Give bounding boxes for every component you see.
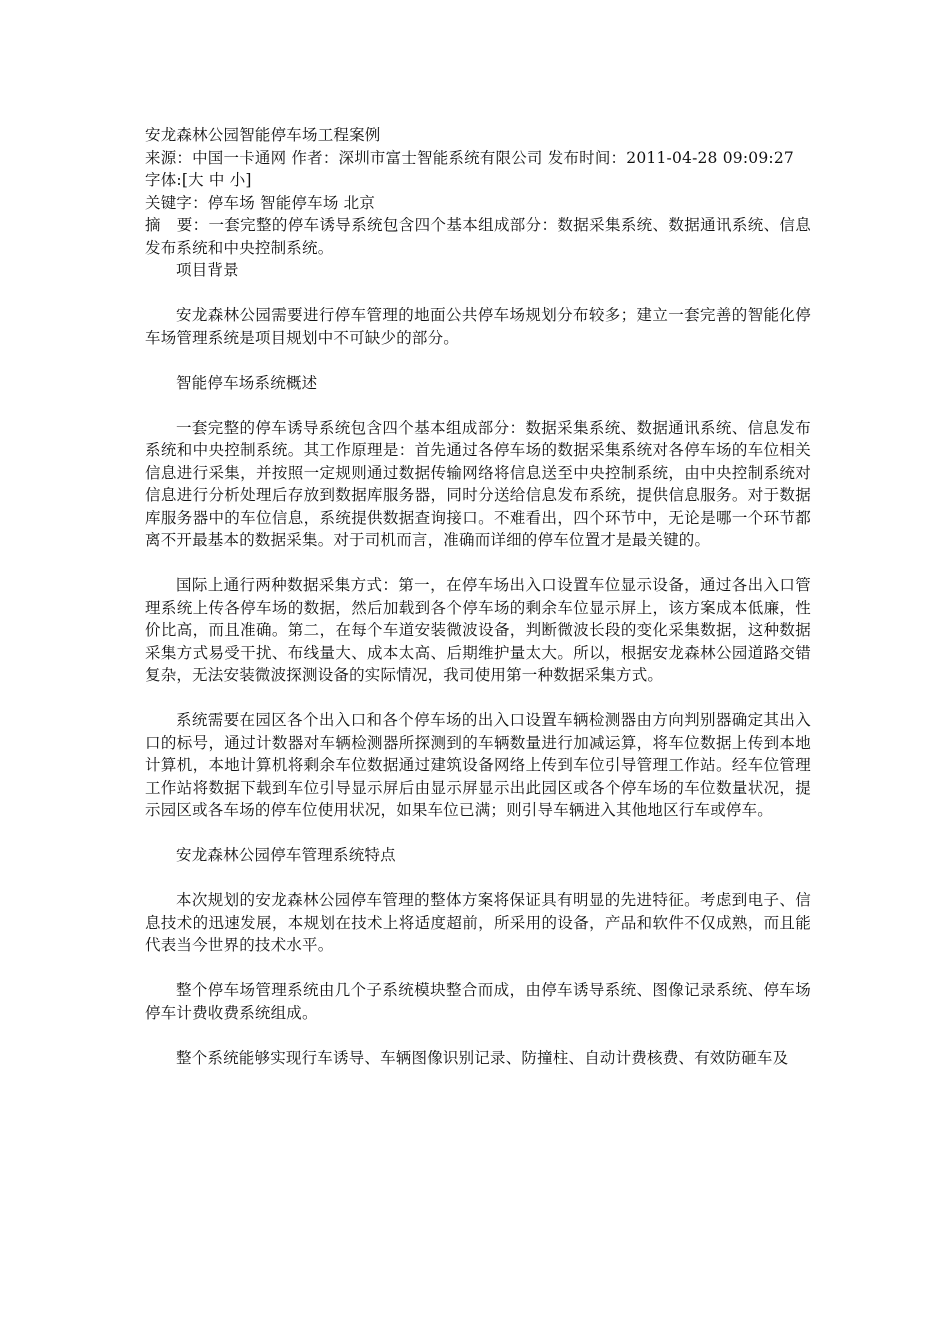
paragraph-features-3: 整个系统能够实现行车诱导、车辆图像识别记录、防撞柱、自动计费核费、有效防砸车及 — [176, 1048, 789, 1067]
paragraph-features-2: 整个停车场管理系统由几个子系统模块整合而成，由停车诱导系统、图像记录系统、停车场停车计费收费系统组成。 — [145, 981, 811, 1022]
paragraph-features-1: 本次规划的安龙森林公园停车管理的整体方案将保证具有明显的先进特征。考虑到电子、信息技术的迅速发展，本规划在技术上将适度超前，所采用的设备，产品和软件不仅成熟，而且能代表当今世界的技术水平。 — [145, 891, 811, 954]
article-keywords: 关键字：停车场 智能停车场 北京 — [145, 193, 376, 212]
spacer — [145, 867, 811, 890]
spacer — [145, 822, 811, 845]
article-meta: 来源：中国一卡通网 作者：深圳市富士智能系统有限公司 发布时间：2011-04-28 09:09:27 — [145, 148, 794, 167]
paragraph-background: 安龙森林公园需要进行停车管理的地面公共停车场规划分布较多；建立一套完善的智能化停车场管理系统是项目规划中不可缺少的部分。 — [145, 306, 811, 347]
paragraph-overview-3: 系统需要在园区各个出入口和各个停车场的出入口设置车辆检测器由方向判别器确定其出入口的标号，通过计数器对车辆检测器所探测到的车辆数量进行加减运算，将车位数据上传到本地计算机，本地计算机将剩余车位数据通过建筑设备网络上传到车位引导管理工作站。经车位管理工作站将数据下载到车位引导显示屏后由显示屏显示出此园区或各个停车场的车位数量状况，提示园区或各车场的停车位使用状况，如果车位已满；则引导车辆进入其他地区行车或停车。 — [145, 711, 811, 819]
spacer — [145, 687, 811, 710]
document-page — [145, 124, 811, 1069]
font-size-selector[interactable]: 字体:[大 中 小] — [145, 171, 252, 189]
section-heading-features: 安龙森林公园停车管理系统特点 — [176, 846, 396, 864]
spacer — [145, 394, 811, 417]
spacer — [145, 957, 811, 980]
paragraph-overview-1: 一套完整的停车诱导系统包含四个基本组成部分：数据采集系统、数据通讯系统、信息发布系统和中央控制系统。其工作原理是：首先通过各停车场的数据采集系统对各停车场的车位相关信息进行采集，并按照一定规则通过数据传输网络将信息送至中央控制系统，由中央控制系统对信息进行分析处理后存放到数据库服务器，同时分送给信息发布系统，提供信息服务。对于数据库服务器中的车位信息，系统提供数据查询接口。不难看出，四个环节中，无论是哪一个环节都离不开最基本的数据采集。对于司机而言，准确而详细的停车位置才是最关键的。 — [145, 418, 811, 549]
section-heading-overview: 智能停车场系统概述 — [176, 373, 318, 392]
spacer — [145, 552, 811, 575]
spacer — [145, 282, 811, 305]
spacer — [145, 1024, 811, 1047]
spacer — [145, 349, 811, 372]
article-title: 安龙森林公园智能停车场工程案例 — [145, 126, 381, 144]
paragraph-overview-2: 国际上通行两种数据采集方式：第一，在停车场出入口设置车位显示设备，通过各出入口管理系统上传各停车场的数据，然后加载到各个停车场的剩余车位显示屏上，该方案成本低廉，性价比高，而且准确。第二，在每个车道安装微波设备，判断微波长段的变化采集数据，这种数据采集方式易受干扰、布线量大、成本太高、后期维护量太大。所以，根据安龙森林公园道路交错复杂，无法安装微波探测设备的实际情况，我司使用第一种数据采集方式。 — [145, 576, 811, 684]
article-abstract: 摘 要：一套完整的停车诱导系统包含四个基本组成部分：数据采集系统、数据通讯系统、信息发布系统和中央控制系统。 — [145, 216, 811, 257]
section-heading-background: 项目背景 — [176, 261, 239, 279]
